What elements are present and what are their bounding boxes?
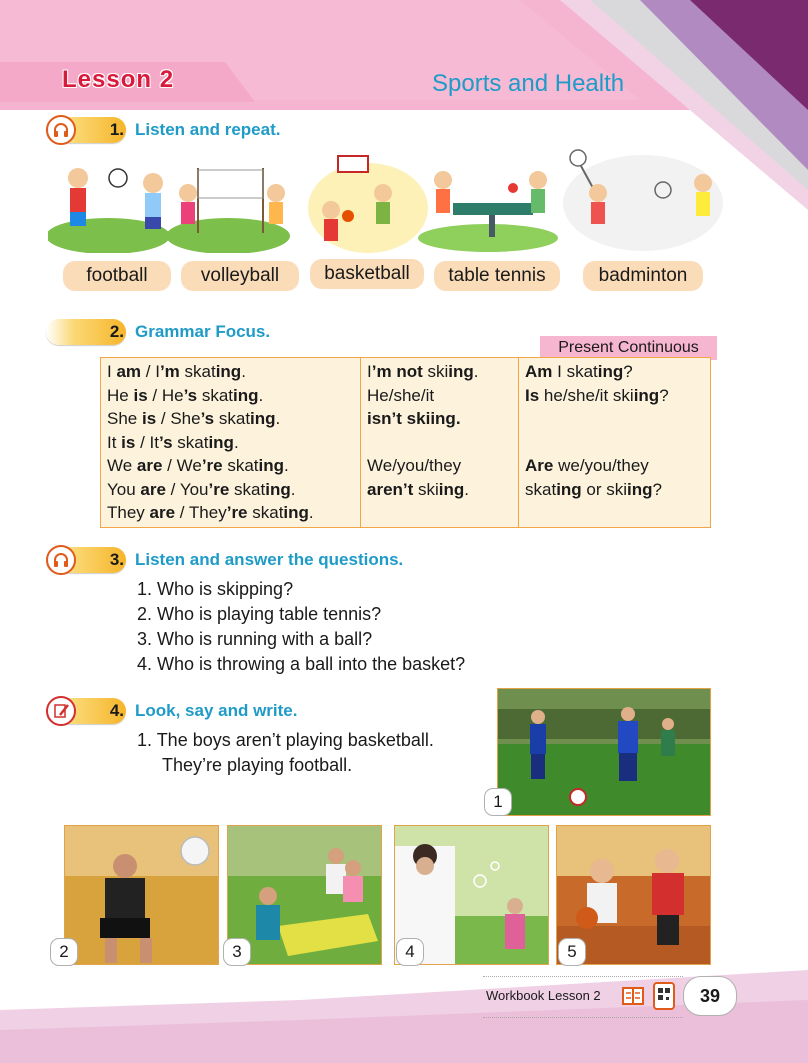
headphones-icon[interactable] (46, 545, 76, 575)
question-item: 4. Who is throwing a ball into the basket? (137, 654, 466, 674)
grammar-line: We are / We’re skating. (107, 456, 289, 475)
grammar-line: It is / It’s skating. (107, 432, 239, 452)
grammar-line: I am / I’m skating. (107, 362, 246, 381)
grammar-line: They are / They’re skating. (107, 503, 314, 522)
section3-heading: Listen and answer the questions. (135, 550, 404, 569)
grammar-line: isn’t skiing. (367, 409, 461, 428)
grammar-line: We/you/they (367, 456, 462, 475)
grammar-line: He is / He’s skating. (107, 385, 264, 405)
negative-column (361, 358, 519, 528)
example-line-2: They’re playing football. (162, 755, 353, 775)
section2-heading: Grammar Focus. (135, 322, 271, 341)
photo-number: 5 (558, 938, 586, 966)
grammar-line: aren’t skiing. (367, 479, 470, 499)
section4-heading: Look, say and write. (135, 701, 298, 720)
sport-label-table-tennis: table tennis (434, 261, 560, 291)
grammar-line: I’m not skiing. (367, 362, 479, 381)
photo-number: 3 (223, 938, 251, 966)
grammar-line: Am I skating? (525, 362, 633, 381)
sport-label-basketball: basketball (310, 259, 424, 289)
grammar-line: skating or skiing? (525, 479, 662, 499)
photo-number: 2 (50, 938, 78, 966)
workbook-label: Workbook Lesson 2 (486, 988, 601, 1003)
lesson-title: Lesson 2 (62, 66, 175, 93)
photo-volleyball (64, 825, 219, 965)
photo-football (497, 688, 711, 816)
question-list (137, 577, 465, 677)
question-item: 3. Who is running with a ball? (137, 629, 373, 649)
grammar-line: You are / You’re skating. (107, 479, 296, 499)
question-item: 1. Who is skipping? (137, 579, 294, 599)
unit-title: Sports and Health (432, 70, 625, 97)
sport-label-volleyball: volleyball (181, 261, 299, 291)
page-number: 39 (683, 976, 737, 1016)
section2-number: 2. (109, 322, 124, 341)
headphones-icon[interactable] (46, 115, 76, 145)
grammar-line: She is / She’s skating. (107, 409, 281, 428)
qr-phone-icon (651, 982, 677, 1010)
question-column (519, 358, 711, 528)
photo-number: 1 (484, 788, 512, 816)
grammar-spacer (525, 407, 704, 431)
example-line-1: 1. The boys aren’t playing basketball. (137, 730, 434, 750)
pencil-notebook-icon[interactable] (46, 696, 76, 726)
section3-number: 3. (109, 550, 124, 569)
photo-number: 4 (396, 938, 424, 966)
grammar-table (100, 357, 711, 528)
sports-illustrations (48, 148, 728, 253)
section1-heading: Listen and repeat. (135, 120, 281, 139)
affirmative-column (101, 358, 361, 528)
grammar-line: Is he/she/it skiing? (525, 385, 669, 405)
section4-number: 4. (109, 701, 124, 720)
question-item: 2. Who is playing table tennis? (137, 604, 382, 624)
grammar-spacer (525, 431, 704, 455)
section1-number: 1. (109, 120, 124, 139)
present-continuous-tag: Present Continuous (540, 336, 717, 360)
grammar-line: He/she/it (367, 385, 435, 405)
sport-label-badminton: badminton (583, 261, 703, 291)
grammar-spacer (367, 431, 512, 455)
sport-label-football: football (63, 261, 171, 291)
grammar-line: Are we/you/they (525, 456, 649, 475)
workbook-book-icon (621, 984, 645, 1008)
